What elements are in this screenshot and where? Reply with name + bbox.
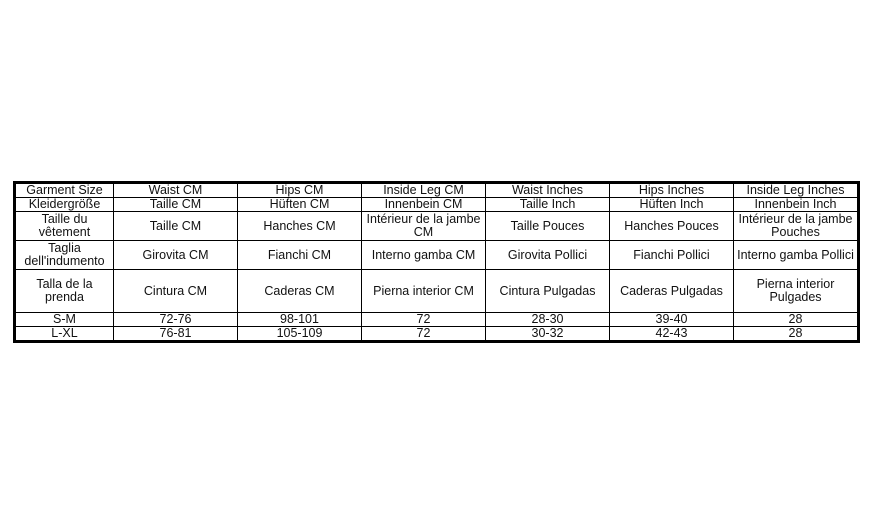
column-header: Interno gamba Pollici bbox=[734, 241, 859, 270]
column-header: Innenbein CM bbox=[362, 198, 486, 212]
column-header: Fianchi Pollici bbox=[610, 241, 734, 270]
size-label: L-XL bbox=[15, 327, 114, 342]
header-row-english bbox=[15, 183, 859, 198]
column-header: Hanches CM bbox=[238, 212, 362, 241]
row-label: Garment Size bbox=[15, 183, 114, 198]
column-header: Girovita Pollici bbox=[486, 241, 610, 270]
header-row-italian bbox=[15, 241, 859, 270]
row-label: Kleidergröße bbox=[15, 198, 114, 212]
column-header: Intérieur de la jambe Pouches bbox=[734, 212, 859, 241]
column-header: Innenbein Inch bbox=[734, 198, 859, 212]
size-row-l-xl bbox=[15, 327, 859, 342]
table-cell: 72 bbox=[362, 327, 486, 342]
table-cell: 28 bbox=[734, 313, 859, 327]
column-header: Waist Inches bbox=[486, 183, 610, 198]
column-header: Caderas Pulgadas bbox=[610, 270, 734, 313]
header-row-german bbox=[15, 198, 859, 212]
table-cell: 98-101 bbox=[238, 313, 362, 327]
size-row-s-m bbox=[15, 313, 859, 327]
column-header: Hüften CM bbox=[238, 198, 362, 212]
column-header: Cintura CM bbox=[114, 270, 238, 313]
size-label: S-M bbox=[15, 313, 114, 327]
header-row-french bbox=[15, 212, 859, 241]
column-header: Girovita CM bbox=[114, 241, 238, 270]
table-cell: 30-32 bbox=[486, 327, 610, 342]
size-chart-table bbox=[13, 181, 860, 343]
column-header: Intérieur de la jambe CM bbox=[362, 212, 486, 241]
column-header: Pierna interior CM bbox=[362, 270, 486, 313]
header-row-spanish bbox=[15, 270, 859, 313]
column-header: Taille Pouces bbox=[486, 212, 610, 241]
column-header: Caderas CM bbox=[238, 270, 362, 313]
column-header: Hips Inches bbox=[610, 183, 734, 198]
column-header: Waist CM bbox=[114, 183, 238, 198]
row-label: Taille du vêtement bbox=[15, 212, 114, 241]
column-header: Inside Leg Inches bbox=[734, 183, 859, 198]
column-header: Fianchi CM bbox=[238, 241, 362, 270]
table-cell: 76-81 bbox=[114, 327, 238, 342]
table-cell: 105-109 bbox=[238, 327, 362, 342]
column-header: Inside Leg CM bbox=[362, 183, 486, 198]
table-cell: 42-43 bbox=[610, 327, 734, 342]
column-header: Taille CM bbox=[114, 198, 238, 212]
table-cell: 39-40 bbox=[610, 313, 734, 327]
table-cell: 28-30 bbox=[486, 313, 610, 327]
column-header: Hips CM bbox=[238, 183, 362, 198]
row-label: Taglia dell'indumento bbox=[15, 241, 114, 270]
row-label: Talla de la prenda bbox=[15, 270, 114, 313]
column-header: Taille CM bbox=[114, 212, 238, 241]
column-header: Hüften Inch bbox=[610, 198, 734, 212]
column-header: Taille Inch bbox=[486, 198, 610, 212]
table-cell: 72-76 bbox=[114, 313, 238, 327]
column-header: Cintura Pulgadas bbox=[486, 270, 610, 313]
table-cell: 72 bbox=[362, 313, 486, 327]
column-header: Pierna interior Pulgades bbox=[734, 270, 859, 313]
table-cell: 28 bbox=[734, 327, 859, 342]
column-header: Hanches Pouces bbox=[610, 212, 734, 241]
column-header: Interno gamba CM bbox=[362, 241, 486, 270]
